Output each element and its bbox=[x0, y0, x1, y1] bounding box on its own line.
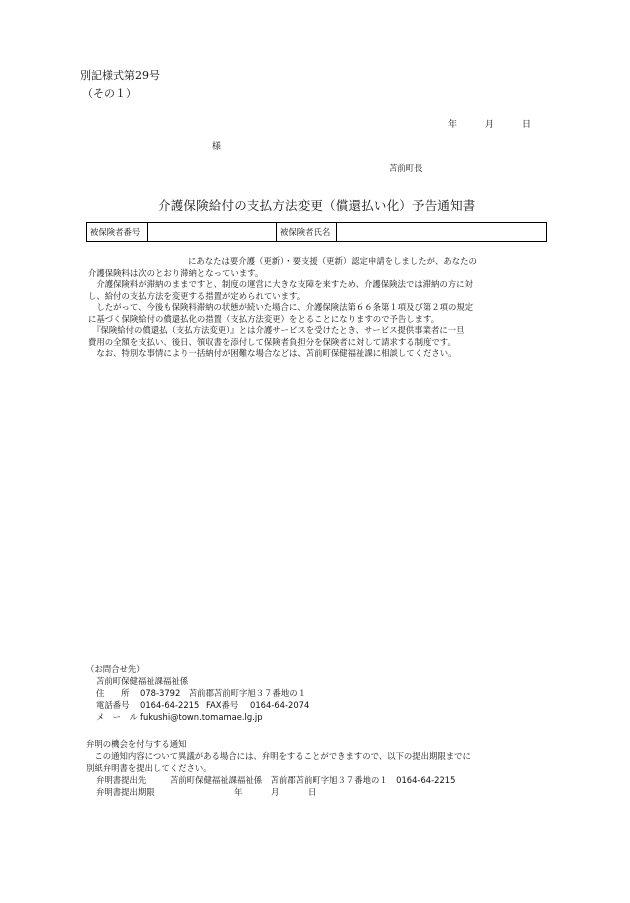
body-line: なお、特別な事情により一括納付が困難な場合などは、苫前町保健福祉課に相談してください。 bbox=[88, 348, 457, 358]
appeal-deadline-label: 弁明書提出期限 bbox=[96, 787, 155, 797]
contact-email-label: メ ー ル bbox=[96, 712, 138, 722]
recipient-suffix: 様 bbox=[212, 142, 222, 152]
contact-fax-value: 0164-64-2074 bbox=[250, 700, 310, 710]
form-part: （その１） bbox=[82, 87, 137, 100]
insured-number-label: 被保険者番号 bbox=[87, 223, 148, 242]
body-line: 費用の全額を支払い、後日、領収書を添付して保険者負担分を保険者に対して請求する制度です。 bbox=[88, 336, 456, 347]
date-month: 月 bbox=[485, 120, 495, 130]
body-line: したがって、今後も保険料滞納の状態が続いた場合に、介護保険法第６６条第１項及び第２項の規定 bbox=[88, 302, 474, 312]
appeal-line: 別紙弁明書を提出してください。 bbox=[86, 763, 212, 773]
insured-name-label: 被保険者氏名 bbox=[277, 223, 337, 242]
contact-phone-value: 0164-64-2215 bbox=[140, 700, 200, 710]
date-year: 年 bbox=[448, 120, 458, 130]
sender-name: 苫前町長 bbox=[389, 163, 423, 173]
body-line: 介護保険料が滞納のままですと、制度の運営に大きな支障を来すため、介護保険法では滞納の方に対 bbox=[88, 279, 473, 289]
document-title: 介護保険給付の支払方法変更（償還払い化）予告通知書 bbox=[158, 198, 476, 213]
insured-info-table bbox=[86, 222, 547, 242]
contact-heading: （お問合せ先） bbox=[86, 664, 145, 674]
contact-address-value: 078-3792 苫前郡苫前町字旭３７番地の１ bbox=[140, 688, 306, 698]
body-line: に基づく保険給付の償還払化の措置（支払方法変更）をとることになりますので予告します。 bbox=[88, 313, 440, 324]
insured-name-value bbox=[337, 223, 547, 242]
appeal-deadline-month: 月 bbox=[271, 787, 280, 797]
appeal-heading: 弁明の機会を付与する通知 bbox=[86, 739, 187, 749]
contact-phone-label: 電話番号 bbox=[96, 700, 130, 710]
body-line: 『保険給付の償還払（支払方法変更）』とは介護サービスを受けたとき、サービス提供事業者に一旦 bbox=[88, 325, 465, 335]
contact-department: 苫前町保健福祉課福祉係 bbox=[96, 676, 189, 686]
contact-fax-label: FAX番号 bbox=[206, 700, 239, 710]
insured-number-value bbox=[148, 223, 277, 242]
appeal-line: この通知内容について異議がある場合には、弁明をすることができますので、以下の提出期限までに bbox=[86, 751, 471, 761]
appeal-deadline-day: 日 bbox=[308, 787, 317, 797]
contact-email-link[interactable]: fukushi@town.tomamae.lg.jp bbox=[140, 712, 263, 722]
date-day: 日 bbox=[522, 120, 532, 130]
appeal-deadline-year: 年 bbox=[234, 787, 243, 797]
body-line: 介護保険料は次のとおり滞納となっています。 bbox=[88, 267, 264, 278]
body-line: にあなたは要介護（更新）・要支援（更新）認定申請をしましたが、あなたの bbox=[188, 256, 477, 266]
appeal-submit-to-value: 苫前町保健福祉課福祉係 苫前郡苫前町字旭３７番地の１ 0164-64-2215 bbox=[170, 775, 456, 785]
appeal-submit-to-label: 弁明書提出先 bbox=[96, 775, 147, 785]
body-line: し、給付の支払方法を変更する措置が定められています。 bbox=[88, 290, 306, 301]
contact-address-label: 住 所 bbox=[96, 688, 130, 698]
form-number: 別記様式第29号 bbox=[80, 69, 160, 82]
